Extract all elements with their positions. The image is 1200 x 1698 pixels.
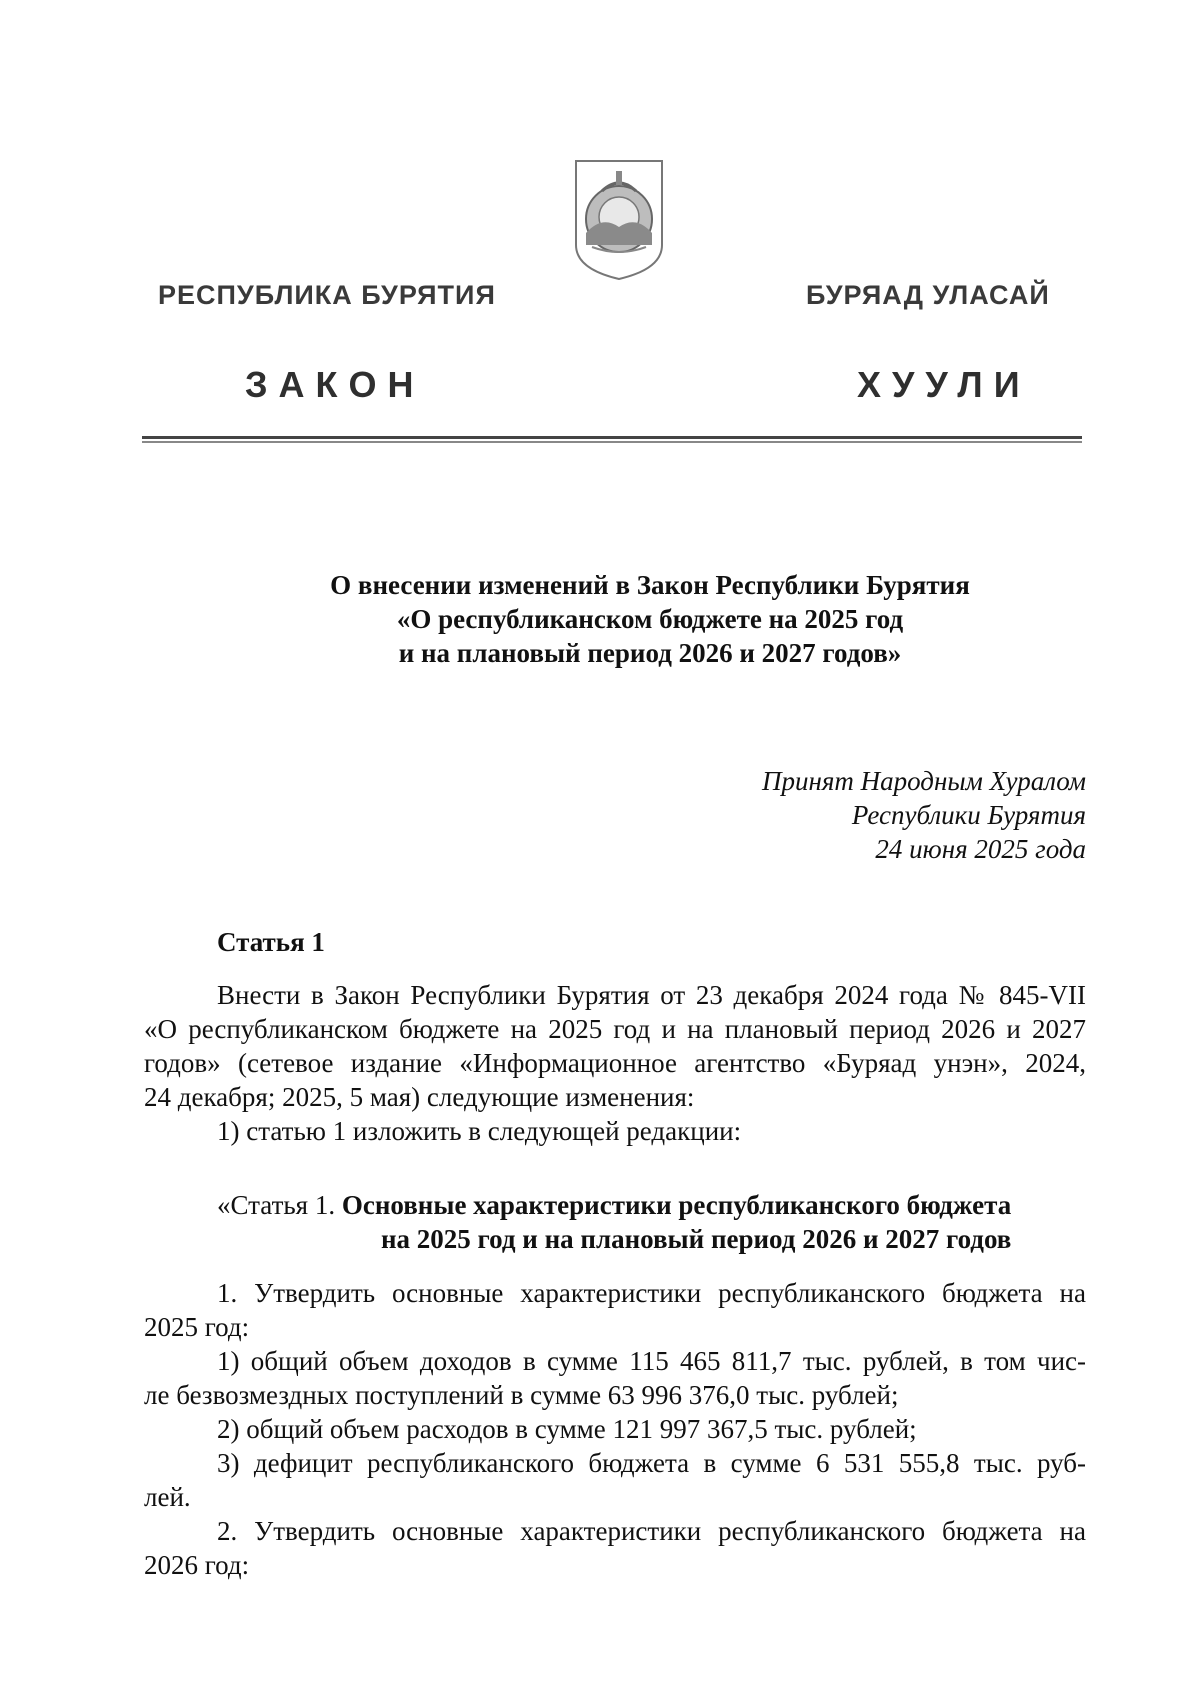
document-title: [240, 568, 1060, 670]
paragraph-line: 2) общий объем расходов в сумме 121 997 367,5 тыс. рублей;: [217, 1414, 917, 1444]
org-name-russian: РЕСПУБЛИКА БУРЯТИЯ: [158, 280, 496, 310]
paragraph-line: 2. Утвердить основные характеристики республиканского бюджета на: [217, 1516, 1086, 1546]
paragraph-line: 3) дефицит республиканского бюджета в сумме 6 531 555,8 тыс. руб-: [217, 1448, 1086, 1478]
quoted-article-prefix: «Статья 1.: [217, 1190, 336, 1220]
paragraph-line: 2025 год:: [144, 1312, 250, 1342]
quoted-article-title-cont: на 2025 год и на плановый период 2026 и 2027 годов: [381, 1224, 1012, 1254]
paragraph-line: «О республиканском бюджете на 2025 год и на плановый период 2026 и 2027: [144, 1014, 1086, 1044]
article-body: [144, 1276, 1086, 1582]
paragraph-line: годов» (сетевое издание «Информационное агентство «Буряад унэн», 2024,: [144, 1048, 1086, 1078]
header-divider: [142, 436, 1082, 439]
quoted-article-heading: [144, 1188, 1086, 1256]
paragraph-line: 1) общий объем доходов в сумме 115 465 811,7 тыс. рублей, в том чис-: [217, 1346, 1086, 1376]
doc-type-buryat: ХУУЛИ: [857, 364, 1031, 405]
adoption-line: Республики Бурятия: [851, 800, 1086, 830]
adoption-line: Принят Народным Хуралом: [761, 766, 1086, 796]
title-line: О внесении изменений в Закон Республики Бурятия: [330, 570, 970, 600]
title-line: и на плановый период 2026 и 2027 годов»: [398, 638, 902, 668]
quoted-heading-line: [144, 1188, 1086, 1222]
article-intro: [144, 978, 1086, 1148]
paragraph-line: 1. Утвердить основные характеристики республиканского бюджета на: [217, 1278, 1086, 1308]
header-divider-secondary: [142, 441, 1082, 443]
paragraph-line: лей.: [144, 1482, 191, 1512]
article-heading: Статья 1: [217, 927, 325, 957]
org-name-buryat: БУРЯАД УЛАСАЙ: [806, 280, 1050, 310]
paragraph-line: 2026 год:: [144, 1550, 250, 1580]
quoted-article-title: Основные характеристики республиканского бюджета: [341, 1190, 1012, 1220]
adoption-line: 24 июня 2025 года: [875, 834, 1086, 864]
paragraph-line: ле безвозмездных поступлений в сумме 63 996 376,0 тыс. рублей;: [144, 1380, 899, 1410]
title-line: «О республиканском бюджете на 2025 год: [396, 604, 904, 634]
adoption-note: [762, 764, 1086, 866]
doc-type-russian: ЗАКОН: [245, 364, 425, 405]
paragraph-line: 1) статью 1 изложить в следующей редакции:: [217, 1116, 742, 1146]
coat-of-arms-emblem: [572, 153, 666, 283]
paragraph-line: Внести в Закон Республики Бурятия от 23 декабря 2024 года № 845-VII: [217, 980, 1086, 1010]
paragraph-line: 24 декабря; 2025, 5 мая) следующие изменения:: [144, 1082, 695, 1112]
